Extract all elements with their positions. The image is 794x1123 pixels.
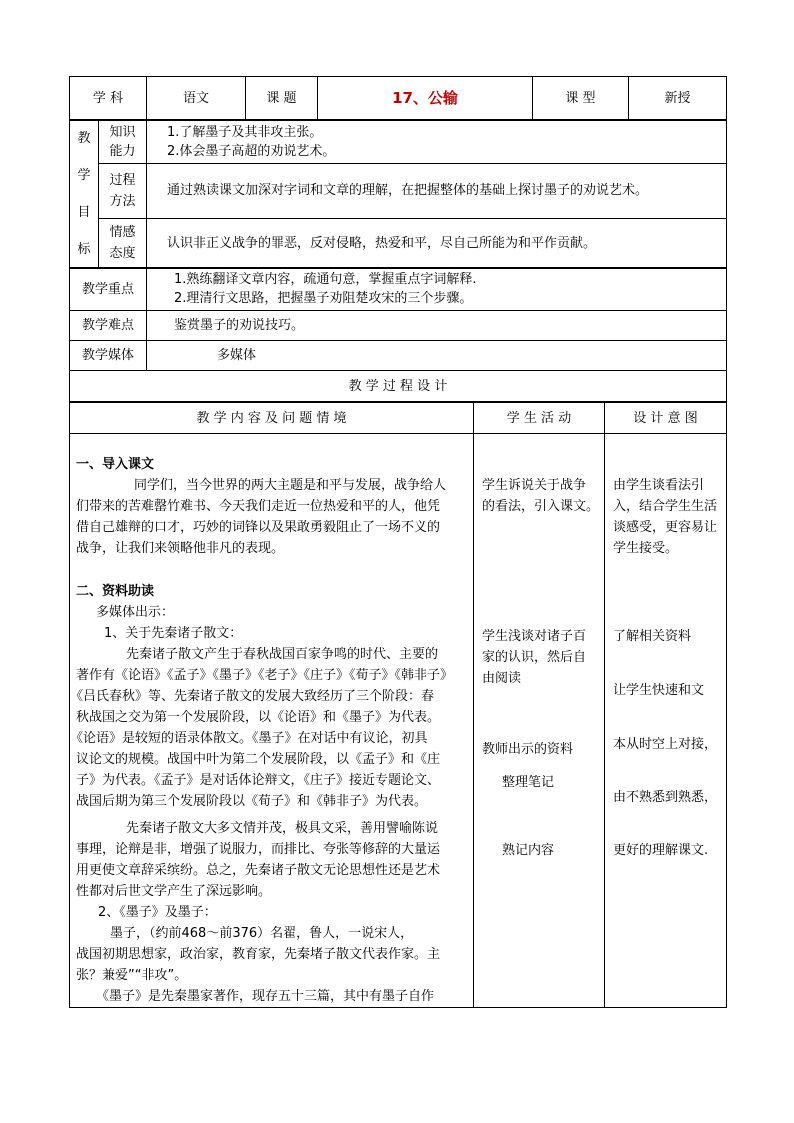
content-cell (70, 434, 474, 1008)
emotion-attitude-label-line: 态度 (109, 246, 136, 262)
intent-line: 由不熟悉到熟悉， (613, 790, 718, 805)
knowledge-line: 2.体会墨子高超的劝说艺术。 (167, 143, 336, 159)
subject-label: 学 科 (70, 77, 147, 121)
item-1-line: 《吕氏春秋》等、先秦诸子散文的发展大致经历了三个阶段：春 (70, 689, 435, 704)
lesson-label: 课 题 (246, 77, 318, 121)
key-points-content (147, 268, 727, 311)
item-1-title: 1、关于先秦诸子散文： (104, 626, 243, 641)
key-info-table (69, 267, 727, 402)
section-1-title: 一、导入课文 (76, 457, 155, 472)
media-label: 教学媒体 (70, 341, 147, 371)
section-2-title: 二、资料助读 (76, 584, 155, 599)
emotion-attitude-label (99, 218, 147, 268)
item-2-line: 张？兼爱”“非攻”。 (76, 968, 188, 983)
intent-line: 由学生谈看法引 (613, 478, 705, 493)
item-2-title: 2、《墨子》及墨子： (98, 905, 217, 920)
item-2-last-line: 《墨子》是先秦墨家著作，现存五十三篇，其中有墨子自作 (96, 989, 435, 1004)
item-1b-line: 用更使文章辞采缤纷。总之，先秦诸子散文无论思想性还是艺术 (76, 863, 441, 878)
objectives-label-char: 教 (77, 131, 91, 146)
section-1-line: 借自己雄辩的口才，巧妙的词锋以及果敢勇毅阻止了一场不义的 (76, 520, 441, 535)
process-method-label (99, 164, 147, 218)
lesson-title: 17、公输 (318, 77, 533, 121)
item-1-line: 秋战国之交为第一个发展阶段，以《论语》和《墨子》为代表。 (76, 710, 441, 725)
key-points-line: 2.理清行文思路，把握墨子劝阻楚攻宋的三个步骤。 (174, 291, 473, 306)
activity-cell (474, 434, 605, 1008)
knowledge-label (99, 120, 147, 164)
process-method-content: 通过熟读课文加深对字词和文章的理解，在把握整体的基础上探讨墨子的劝说艺术。 (147, 164, 727, 218)
knowledge-label-line: 能力 (109, 143, 136, 159)
knowledge-label-line: 知识 (109, 124, 136, 140)
key-points-line: 1.熟练翻译文章内容，疏通句意，掌握重点字词解释. (174, 272, 477, 287)
activity-line: 熟记内容 (502, 843, 555, 858)
objectives-table (69, 119, 727, 269)
section-1-line: 战争，让我们来领略他非凡的表现。 (76, 541, 285, 556)
item-2-line: 战国初期思想家，政治家，教育家，先秦堵子散文代表作家。主 (76, 947, 441, 962)
knowledge-line: 1.了解墨子及其非攻主张。 (167, 124, 323, 140)
item-1-line: 议论文的规模。战国中叶为第二个发展阶段，以《孟子》和《庄 (76, 752, 441, 767)
item-2-line: 墨子，（约前468～前376）名翟，鲁人，一说宋人， (110, 926, 414, 941)
intent-line: 了解相关资料 (613, 629, 692, 644)
objectives-label-char: 目 (77, 205, 91, 220)
difficulty-content: 鉴赏墨子的劝说技巧。 (147, 311, 727, 341)
emotion-attitude-label-line: 情感 (109, 225, 136, 241)
process-table (69, 402, 727, 1008)
section-1-line: 们带来的苦难罄竹难书、今天我们走近一位热爱和平的人，他凭 (76, 499, 441, 514)
objectives-label-char: 学 (77, 168, 91, 183)
section-1-line: 同学们，当今世界的两大主题是和平与发展，战争给人 (134, 478, 447, 493)
process-design-title: 教 学 过 程 设 计 (70, 371, 727, 402)
intent-cell (605, 434, 727, 1008)
activity-line: 由阅读 (482, 671, 522, 686)
media-show: 多媒体出示： (96, 605, 175, 620)
item-1-line: 著作有《论语》《孟子》《墨子》《老子》《庄子》《荀子》《韩非子》 (76, 668, 454, 683)
lesson-plan-header-table (69, 76, 727, 121)
objectives-label (70, 120, 99, 269)
difficulty-label: 教学难点 (70, 311, 147, 341)
item-1b-line: 性都对后世文学产生了深远影响。 (76, 884, 272, 899)
activity-line: 学生诉说关于战争 (482, 478, 587, 493)
column-header-content: 教 学 内 容 及 问 题 情 境 (70, 403, 474, 434)
activity-line: 的看法，引入课文。 (482, 499, 600, 514)
type-label: 课 型 (533, 77, 629, 121)
process-method-label-line: 过程 (109, 172, 136, 188)
item-1-line: 先秦诸子散文产生于春秋战国百家争鸣的时代、主要的 (126, 647, 439, 662)
objectives-label-char: 标 (77, 242, 91, 257)
intent-line: 本从时空上对接， (613, 737, 718, 752)
activity-line: 整理笔记 (502, 775, 555, 790)
activity-line: 教师出示的资料 (482, 742, 574, 757)
knowledge-content (147, 120, 727, 164)
column-header-activity: 学 生 活 动 (474, 403, 605, 434)
intent-line: 更好的理解课文. (613, 843, 709, 858)
intent-line: 谈感受，更容易让 (613, 520, 718, 535)
subject-value: 语文 (147, 77, 246, 121)
item-1b-line: 事理，论辩是非，增强了说服力，而排比、夸张等修辞的大量运 (76, 842, 441, 857)
item-1-line: 子》为代表。《孟子》是对话体论辩文，《庄子》接近专题论文、 (76, 773, 441, 788)
intent-line: 让学生快速和文 (613, 683, 705, 698)
intent-line: 入，结合学生生活 (613, 499, 718, 514)
media-content: 多媒体 (147, 341, 727, 371)
column-header-intent: 设 计 意 图 (605, 403, 727, 434)
emotion-attitude-content: 认识非正义战争的罪恶，反对侵略，热爱和平，尽自己所能为和平作贡献。 (147, 218, 727, 268)
type-value: 新授 (629, 77, 727, 121)
intent-line: 学生接受。 (613, 541, 679, 556)
activity-line: 家的认识，然后自 (482, 650, 587, 665)
process-method-label-line: 方法 (109, 193, 136, 209)
key-points-label: 教学重点 (70, 268, 147, 311)
item-1-line: 《论语》是较短的语录体散文。《墨子》在对话中有议论，初具 (70, 731, 428, 746)
activity-line: 学生浅谈对诸子百 (482, 629, 587, 644)
item-1-line: 战国后期为第三个发展阶段以《荀子》和《韩非子》为代表。 (76, 794, 428, 809)
item-1b-line: 先秦诸子散文大多文情并茂，极具文采，善用譬喻陈说 (126, 821, 439, 836)
